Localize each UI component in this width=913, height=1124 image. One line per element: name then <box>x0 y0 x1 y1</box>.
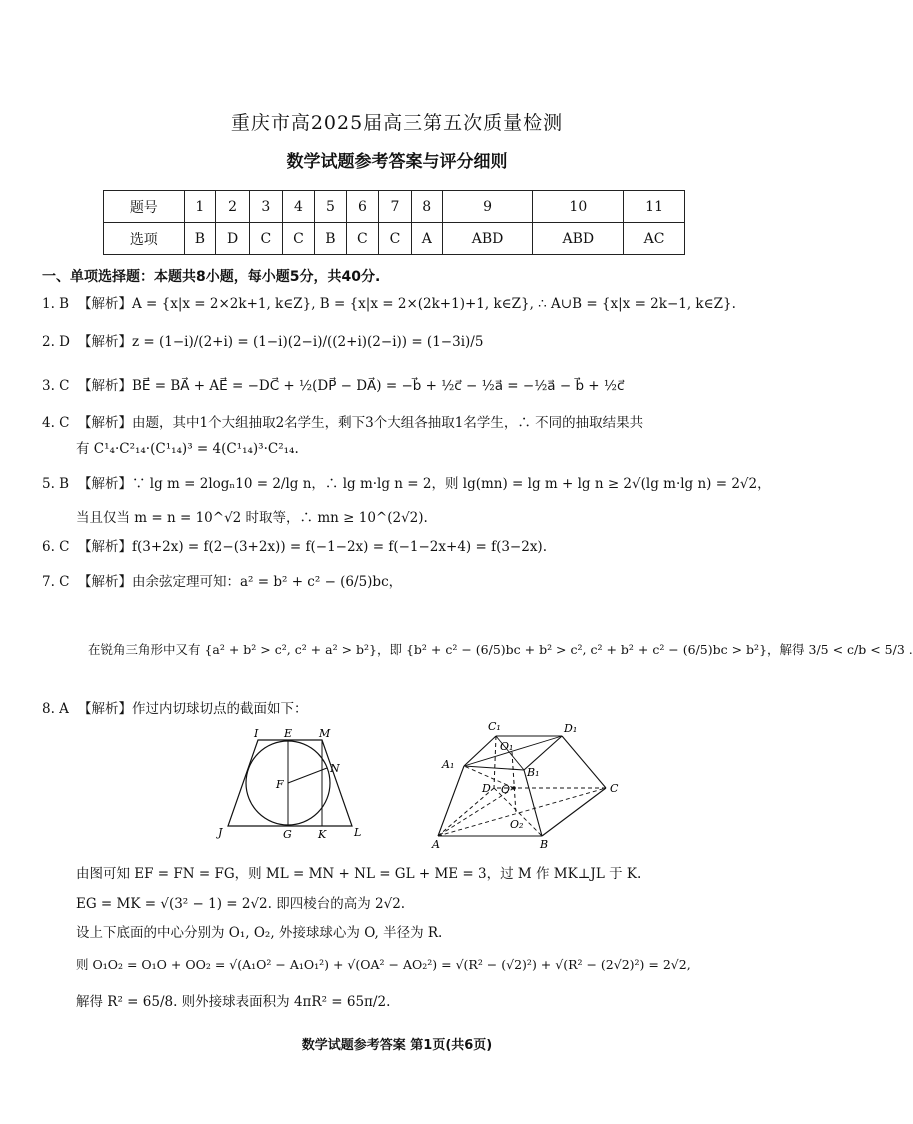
table-cell: C <box>346 223 379 255</box>
label-F: F <box>276 778 284 791</box>
solution-number: 4. C <box>42 415 70 431</box>
frustum-figure <box>430 718 640 850</box>
solution-text: 【解析】z = (1−i)/(2+i) = (1−i)(2−i)/((2+i)(2−i)) = (1−3i)/5 <box>78 334 484 350</box>
solution-8-line-5: 解得 R² = 65/8. 则外接球表面积为 4πR² = 65π/2. <box>76 994 391 1010</box>
table-cell: D <box>216 223 250 255</box>
table-cell: 9 <box>442 191 533 223</box>
solution-number: 7. C <box>42 574 70 590</box>
page-title: 重庆市高2025届高三第五次质量检测 <box>230 112 564 134</box>
table-cell: 6 <box>346 191 379 223</box>
table-cell: A <box>411 223 442 255</box>
solution-text: 【解析】∵ lg m = 2logₙ10 = 2/lg n，∴ lg m·lg n = 2，则 lg(mn) = lg m + lg n ≥ 2√(lg m·lg n) = 2√2， <box>78 476 771 492</box>
solution-text: 【解析】由余弦定理可知：a² = b² + c² − (6/5)bc， <box>78 574 403 590</box>
solution-2 <box>42 330 483 350</box>
section-heading: 一、单项选择题：本题共8小题，每小题5分，共40分. <box>42 269 381 285</box>
solution-text: 【解析】A = {x|x = 2×2k+1, k∈Z}, B = {x|x = 2×(2k+1)+1, k∈Z}, ∴ A∪B = {x|x = 2k−1, k∈Z}. <box>78 296 736 312</box>
table-row-label: 题号 <box>104 191 185 223</box>
trapezoid-outline <box>228 740 352 826</box>
solution-8-line-4: 则 O₁O₂ = O₁O + OO₂ = √(A₁O² − A₁O₁²) + √(OA² − AO₂²) = √(R² − (√2)²) + √(R² − (2√2)²) = 2√2, <box>76 957 691 972</box>
segment-FN <box>288 768 327 783</box>
solution-5-cont: 当且仅当 m = n = 10^√2 时取等，∴ mn ≥ 10^(2√2). <box>76 510 428 526</box>
table-row-label: 选项 <box>104 223 185 255</box>
solution-number: 1. B <box>42 296 70 312</box>
cross-section-figure <box>210 728 370 844</box>
solution-8-line-1: 由图可知 EF = FN = FG，则 ML = MN + NL = GL + ME = 3，过 M 作 MK⊥JL 于 K. <box>76 866 642 882</box>
solution-8 <box>42 697 308 717</box>
solution-4 <box>42 411 643 431</box>
label-J: J <box>218 826 223 839</box>
solution-8-line-3: 设上下底面的中心分别为 O₁, O₂, 外接球球心为 O, 半径为 R. <box>76 925 443 941</box>
table-cell: AC <box>624 223 685 255</box>
solution-number: 2. D <box>42 334 70 350</box>
table-cell: C <box>250 223 283 255</box>
table-cell: 8 <box>411 191 442 223</box>
table-cell: C <box>379 223 412 255</box>
label-B1: B₁ <box>527 766 540 779</box>
table-cell: ABD <box>533 223 624 255</box>
solution-number: 3. C <box>42 378 70 394</box>
edge <box>464 766 524 770</box>
label-A: A <box>432 838 440 851</box>
label-G: G <box>283 828 292 841</box>
table-cell: B <box>315 223 346 255</box>
label-D1: D₁ <box>564 722 578 735</box>
solution-5 <box>42 472 771 492</box>
label-O: O <box>501 783 511 796</box>
solution-text: 【解析】作过内切球切点的截面如下： <box>78 701 308 717</box>
page-footer: 数学试题参考答案 第1页(共6页) <box>301 1038 493 1053</box>
point-O <box>512 786 516 790</box>
edge <box>524 736 562 770</box>
table-cell: ABD <box>442 223 533 255</box>
page-subtitle: 数学试题参考答案与评分细则 <box>286 152 508 172</box>
label-L: L <box>354 826 362 839</box>
solution-4-cont: 有 C¹₄·C²₁₄·(C¹₁₄)³ = 4(C¹₁₄)³·C²₁₄. <box>76 441 299 457</box>
label-D: D <box>482 782 491 795</box>
table-cell: 4 <box>282 191 315 223</box>
table-cell: 3 <box>250 191 283 223</box>
table-cell: 11 <box>624 191 685 223</box>
table-cell: 7 <box>379 191 412 223</box>
solution-number: 8. A <box>42 701 69 717</box>
table-row <box>104 191 685 223</box>
solution-6 <box>42 535 547 555</box>
label-E: E <box>284 727 293 740</box>
label-O1: O₁ <box>500 740 514 753</box>
solution-number: 5. B <box>42 476 70 492</box>
solution-7-cont: 在锐角三角形中又有 {a² + b² > c², c² + a² > b²}，即 {b² + c² − (6/5)bc + b² > c², c² + b² + c² − (6/5)bc > b²}，解得 3/5 < c/b < 5/3 . <box>88 642 913 657</box>
solution-text: 【解析】BE⃗ = BA⃗ + AE⃗ = −DC⃗ + ½(DP⃗ − DA⃗) = −b⃗ + ½c⃗ − ½a⃗ = −½a⃗ − b⃗ + ½c⃗ <box>78 378 625 394</box>
table-row <box>104 223 685 255</box>
solution-3 <box>42 374 624 394</box>
edge <box>542 788 606 836</box>
label-K: K <box>318 828 327 841</box>
table-cell: C <box>282 223 315 255</box>
solution-text: 【解析】f(3+2x) = f(2−(3+2x)) = f(−1−2x) = f(−1−2x+4) = f(3−2x). <box>78 539 547 555</box>
solution-8-line-2: EG = MK = √(3² − 1) = 2√2. 即四棱台的高为 2√2. <box>76 896 406 912</box>
axis <box>512 752 516 814</box>
edge <box>562 736 606 788</box>
solution-1 <box>42 292 736 312</box>
solution-text: 【解析】由题，其中1个大组抽取2名学生，剩下3个大组各抽取1名学生，∴ 不同的抽取结果共 <box>78 415 644 431</box>
label-C: C <box>610 782 619 795</box>
answer-table <box>103 190 685 255</box>
table-cell: B <box>184 223 215 255</box>
label-N: N <box>330 762 340 775</box>
solution-number: 6. C <box>42 539 70 555</box>
solution-7 <box>42 570 402 590</box>
table-cell: 2 <box>216 191 250 223</box>
edge <box>524 770 542 836</box>
table-cell: 1 <box>184 191 215 223</box>
label-M: M <box>319 727 331 740</box>
table-cell: 10 <box>533 191 624 223</box>
label-A1: A₁ <box>442 758 455 771</box>
label-B: B <box>540 838 549 851</box>
label-O2: O₂ <box>510 818 524 831</box>
label-C1: C₁ <box>488 720 501 733</box>
edge <box>494 736 496 788</box>
label-I: I <box>254 727 259 740</box>
table-cell: 5 <box>315 191 346 223</box>
